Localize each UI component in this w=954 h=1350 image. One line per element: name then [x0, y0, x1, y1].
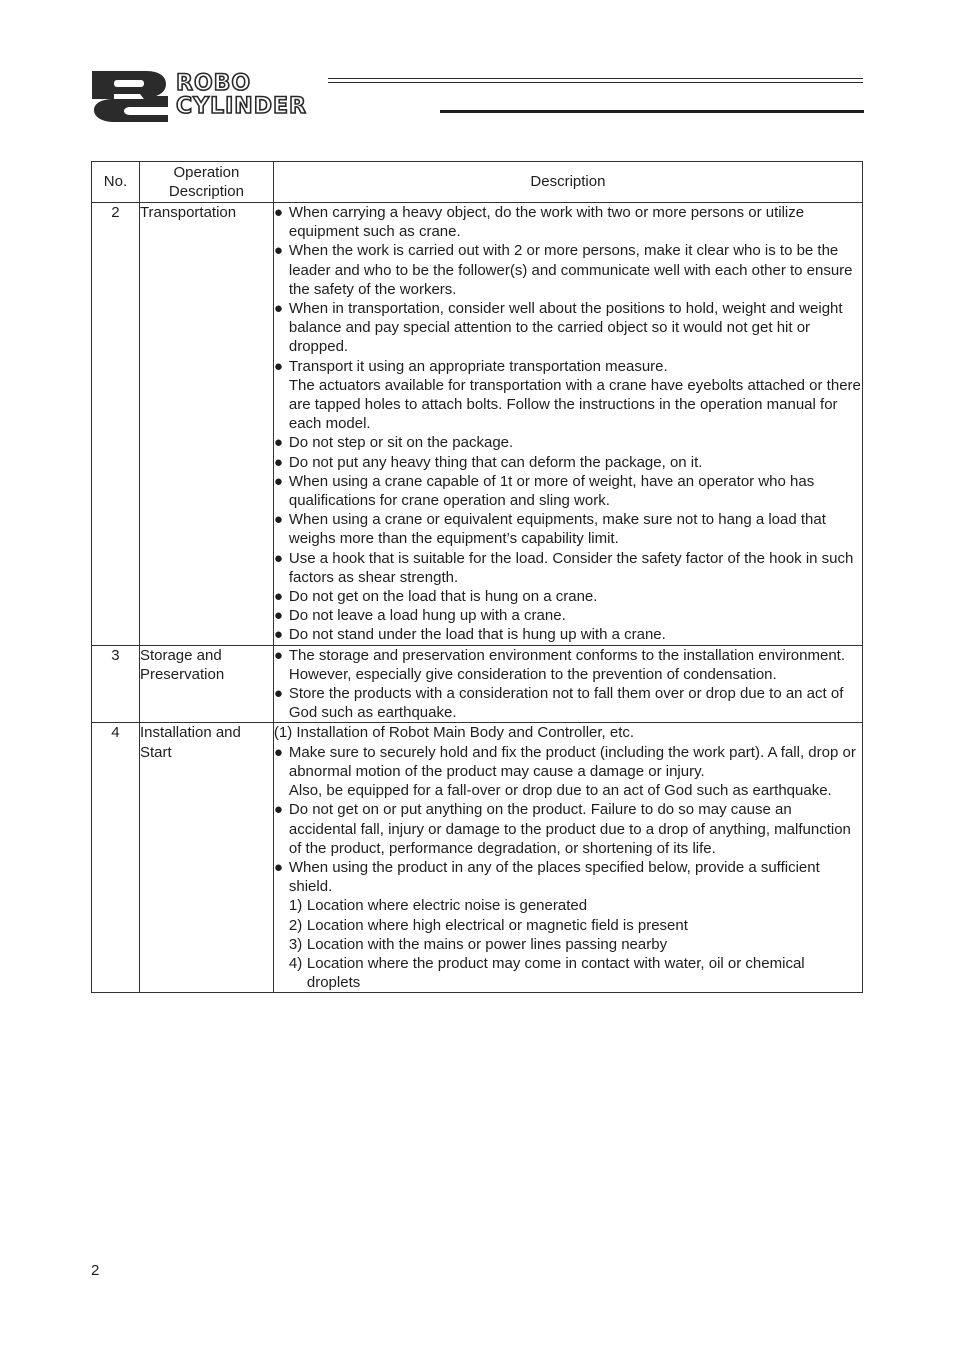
item-note: Also, be equipped for a fall-over or drop due to an act of God such as earthquake. [288, 782, 832, 800]
bullet-icon: ● [273, 472, 283, 490]
header-operation-line1: Operation [173, 163, 240, 181]
row-operation [139, 723, 273, 993]
list-item [274, 241, 862, 299]
list-item [274, 549, 862, 587]
bullet-icon: ● [273, 743, 283, 761]
bullet-icon: ● [273, 242, 283, 260]
bullet-icon: ● [273, 204, 283, 221]
list-item [274, 625, 862, 644]
row-operation-line1: Installation and [139, 724, 241, 742]
list-item [274, 646, 862, 684]
bullet-icon: ● [273, 685, 283, 703]
list-item [274, 472, 862, 510]
bullet-icon: ● [273, 511, 283, 529]
list-item [274, 800, 862, 858]
location-item [274, 896, 862, 915]
item-text: Do not step or sit on the package. [288, 434, 514, 452]
item-text: When using a crane capable of 1t or more of weight, have an operator who has qualifications for crane operation and sling work. [288, 472, 815, 510]
header-operation [139, 162, 273, 203]
item-text: Store the products with a consideration not to fall them over or drop due to an act of God such as earthquake. [288, 685, 844, 722]
list-item [274, 510, 862, 548]
location-number: 1) [288, 897, 303, 915]
item-text: Do not get on or put anything on the product. Failure to do so may cause an accidental fall, injury or damage to the product due to a drop of anything, malfunction of the product, performance degradation, or shortening of its life. [288, 801, 851, 857]
header-rule-bold [440, 110, 864, 113]
table-row [92, 203, 863, 646]
list-item [274, 453, 862, 472]
location-number: 2) [288, 916, 303, 934]
item-note: The actuators available for transportation with a crane have eyebolts attached or there are tapped holes to attach bolts. Follow the instructions in the operation manual for each model. [288, 376, 861, 433]
location-text: Location where electric noise is generated [306, 897, 588, 915]
section-title: (1) Installation of Robot Main Body and Controller, etc. [273, 724, 635, 742]
row-number: 2 [92, 203, 140, 646]
table-header-row [92, 162, 863, 203]
location-item [274, 935, 862, 954]
header-rule [328, 82, 863, 83]
item-text: When using a crane or equivalent equipments, make sure not to hang a load that weighs more than the equipment’s capability limit. [288, 511, 826, 548]
row-description [273, 723, 862, 993]
location-text: Location with the mains or power lines passing nearby [306, 935, 668, 953]
list-item [274, 357, 862, 434]
bullet-icon: ● [273, 453, 283, 471]
list-item [274, 433, 862, 452]
item-text: Do not leave a load hung up with a crane. [288, 607, 566, 625]
location-number: 3) [288, 935, 303, 953]
bullet-icon: ● [273, 357, 283, 375]
location-item [274, 954, 862, 992]
item-text: Do not get on the load that is hung on a crane. [288, 588, 598, 606]
table-row [92, 723, 863, 993]
row-operation [139, 645, 273, 723]
bullet-icon: ● [273, 858, 283, 876]
header-description: Description [273, 162, 862, 203]
row-description [273, 203, 862, 646]
row-number: 3 [92, 645, 140, 723]
bullet-icon: ● [273, 801, 283, 819]
item-text: Do not put any heavy thing that can deform the package, on it. [288, 453, 703, 471]
item-text: The storage and preservation environment conforms to the installation environment. However, especially give consideration to the prevention of condensation. [288, 646, 846, 683]
item-text: Do not stand under the load that is hung up with a crane. [288, 626, 666, 644]
item-text: When using the product in any of the places specified below, provide a sufficient shield. [288, 858, 820, 896]
list-item [274, 299, 862, 357]
row-number: 4 [92, 723, 140, 993]
header-rule [328, 78, 863, 79]
page-number: 2 [91, 1262, 100, 1279]
item-text: When in transportation, consider well about the positions to hold, weight and weight balance and pay special attention to the carried object so it would not get hit or dropped. [288, 300, 843, 356]
table-row [92, 645, 863, 723]
bullet-icon: ● [273, 607, 283, 625]
list-item [274, 203, 862, 241]
list-item [274, 606, 862, 625]
location-text: Location where high electrical or magnetic field is present [306, 916, 688, 934]
item-text: When carrying a heavy object, do the work with two or more persons or utilize equipment such as crane. [288, 204, 805, 241]
item-text: Transport it using an appropriate transportation measure. [288, 357, 668, 375]
bullet-icon: ● [273, 549, 283, 567]
bullet-icon: ● [273, 434, 283, 452]
bullet-icon: ● [273, 646, 283, 664]
header-no: No. [92, 162, 140, 203]
rc-logo [90, 69, 172, 123]
list-item [274, 858, 862, 896]
list-item [274, 587, 862, 606]
item-text: Make sure to securely hold and fix the product (including the work part). A fall, drop or abnormal motion of the product may cause a damage or injury. [288, 743, 856, 780]
location-item [274, 916, 862, 935]
list-item [274, 684, 862, 722]
operations-table [91, 161, 863, 993]
bullet-icon: ● [273, 626, 283, 644]
item-text: Use a hook that is suitable for the load. Consider the safety factor of the hook in such factors as shear strength. [288, 549, 854, 586]
header-operation-line2: Description [168, 183, 244, 200]
brand-name-line1: ROBO [176, 71, 252, 96]
row-operation-line1: Storage and [139, 646, 222, 664]
location-text: Location where the product may come in contact with water, oil or chemical droplets [306, 954, 805, 992]
row-description [273, 645, 862, 723]
brand-name-line2: CYLINDER [176, 94, 307, 119]
bullet-icon: ● [273, 300, 283, 318]
row-operation-line2: Start [139, 743, 172, 761]
row-operation-line2: Preservation [139, 665, 225, 683]
row-operation: Transportation [139, 203, 273, 646]
list-item [274, 743, 862, 801]
bullet-icon: ● [273, 588, 283, 606]
item-text: When the work is carried out with 2 or more persons, make it clear who is to be the leader and who to be the follower(s) and communicate well with each other to ensure the safety of the workers. [288, 242, 853, 298]
location-number: 4) [288, 954, 303, 972]
